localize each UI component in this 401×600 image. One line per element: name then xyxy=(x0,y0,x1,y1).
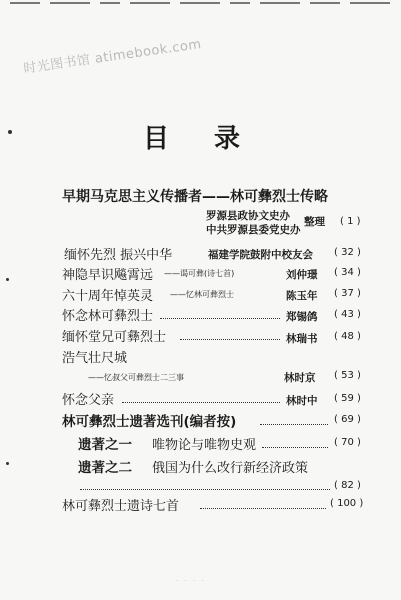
toc-entry-title: 六十周年悼英灵 xyxy=(62,289,154,304)
toc-entry-author: 刘仲璟 xyxy=(286,269,318,281)
toc-entry-title: 怀念父亲 xyxy=(62,393,115,408)
leader-dots xyxy=(160,318,280,319)
toc-entry-title: 俄国为什么改行新经济政策 xyxy=(152,461,309,476)
leader-dots xyxy=(122,402,280,403)
page-footer-marks: · · · · xyxy=(176,577,206,585)
scan-speck xyxy=(6,462,9,465)
toc-entry-title: 林可彝烈士遗著选刊(编者按) xyxy=(62,414,237,430)
toc-entry-title: 缅怀堂兄可彝烈士 xyxy=(62,330,167,345)
page-title: 目 录 xyxy=(142,124,259,154)
toc-entry-title: 浩气壮尺城 xyxy=(62,351,128,366)
toc-entry-author: 陈玉年 xyxy=(286,290,318,302)
toc-entry-page: ( 43 ) xyxy=(334,309,361,320)
leader-dots xyxy=(80,489,330,490)
toc-entry-page: ( 70 ) xyxy=(334,437,361,448)
toc-entry-title: 早期马克思主义传播者——林可彝烈士传略 xyxy=(62,189,328,205)
toc-entry-suffix: 整理 xyxy=(304,216,325,228)
toc-entry-author: 林时中 xyxy=(286,395,318,407)
toc-entry-note: ——谒可彝(诗七首) xyxy=(164,269,235,278)
toc-entry-title: 缅怀先烈 振兴中华 xyxy=(64,248,173,263)
leader-dots xyxy=(180,339,280,340)
toc-entry-title: 怀念林可彝烈士 xyxy=(62,309,154,324)
toc-entry-page: ( 1 ) xyxy=(340,216,361,227)
toc-entry-page: ( 100 ) xyxy=(330,498,364,509)
toc-entry-note: ——忆叔父可彝烈士二三事 xyxy=(88,373,184,382)
toc-entry-note: ——忆林可彝烈士 xyxy=(170,290,234,299)
toc-entry-author: 林瑞书 xyxy=(286,333,318,345)
toc-entry-label: 遗著之一 xyxy=(78,437,132,453)
scan-speck xyxy=(6,278,9,281)
leader-dots xyxy=(260,424,328,425)
toc-entry-author: 罗源县政协文史办 xyxy=(206,210,290,222)
toc-entry-author: 中共罗源县委党史办 xyxy=(206,224,301,236)
toc-entry-page: ( 48 ) xyxy=(334,331,361,342)
toc-entry-title: 神隐早识飚霄远 xyxy=(62,268,154,283)
toc-entry-title: 唯物论与唯物史观 xyxy=(152,438,257,453)
toc-entry-author: 林时京 xyxy=(284,372,316,384)
toc-entry-title: 林可彝烈士遗诗七首 xyxy=(62,499,180,514)
toc-entry-page: ( 69 ) xyxy=(334,414,361,425)
toc-entry-author: 福建学院鼓附中校友会 xyxy=(208,249,313,261)
toc-entry-label: 遗著之二 xyxy=(78,460,132,476)
toc-entry-page: ( 59 ) xyxy=(334,393,361,404)
toc-entry-page: ( 53 ) xyxy=(334,370,361,381)
toc-entry-page: ( 37 ) xyxy=(334,288,361,299)
toc-entry-author: 郑锡鸽 xyxy=(286,311,318,323)
toc-entry-page: ( 32 ) xyxy=(334,247,361,258)
top-rule xyxy=(0,0,401,6)
leader-dots xyxy=(262,447,328,448)
toc-entry-page: ( 82 ) xyxy=(334,480,361,491)
watermark: 时光图书馆 atimebook.com xyxy=(22,36,203,77)
leader-dots xyxy=(200,508,326,509)
toc-entry-page: ( 34 ) xyxy=(334,267,361,278)
